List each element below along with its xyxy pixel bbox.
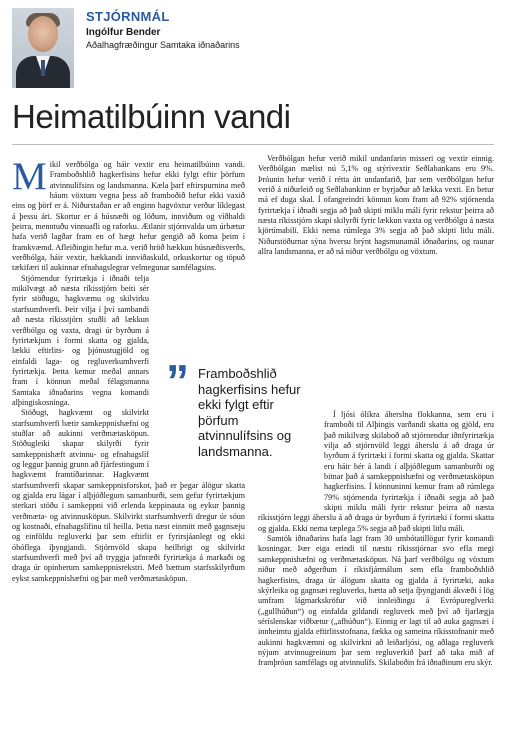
paragraph: Stjórnendur fyrirtækja í iðnaði telja mikilvægt að næsta ríkisstjórn beiti sér fyrir stöðugu, hagkvæmu og skilvirku starfsumhverfi. Þeir vilja í því sambandi að næsta ríkisstjórn stuðli að lækkun verðbólgu og vaxta, dragi úr byrðum á fyrirtækjum í formi skatta og gjalda, lækki eftirlits- og þjónustugjöld og einfaldi laga- og regluverkumhverfi fyrirtækja. Þetta kemur meðal annars fram í könnun meðal félagsmanna Samtaka iðnaðarins vegna komandi alþingiskosninga. bbox=[12, 273, 149, 407]
pull-quote bbox=[166, 355, 316, 466]
dropcap: M bbox=[12, 155, 47, 198]
section-kicker: STJÓRNMÁL bbox=[86, 9, 170, 24]
article-title: Heimatilbúinn vandi bbox=[12, 98, 291, 135]
paragraph: Stöðugt, hagkvæmt og skilvirkt starfsumhverfi bætir samkeppnishæfni og stuðlar að aukinni verðmætasköpun. Stöðugleiki skapar skilyrði fyrir samkeppnishæft atvinnu- og efnahagslíf og leggur þannig grunn að fjárfestingum í hagkvæmt framtíðarinnar. Hagkvæmt starfsumhverfi skapar samkeppnisforskot, það er þegar álögur skatta og gjalda eru lágar í alþjóðlegum samanburði, sem gefur fyrirtækjum sterkari stöðu í samkeppni við erlenda keppinauta og eykur þannig verðmæta- og atvinnusköpun. Skilvirkt starfsumhverfi dregur úr sóun og kostnaði, efnahagslífinu til heilla. Þetta næst einmitt með gagnsæju og einföldu regluverki þar sem eftirlit er fyrirsjáanlegt og ekki óhóflega íþyngjandi. Stjórnvöld skapa heilbrigt og skilvirkt starfsumhverfi með því að tryggja jafnræði fyrirtækja á markaði og draga úr opinberum samkeppnisrekstri. Með bættum starfsskilyrðum eykst samkeppnishæfni og þar með verðmætasköpun. bbox=[12, 408, 245, 583]
article-column-2 bbox=[258, 154, 494, 382]
author-photo bbox=[12, 8, 74, 88]
author-role: Aðalhagfræðingur Samtaka iðnaðarins bbox=[86, 40, 240, 50]
paragraph: Mikil verðbólga og háir vextir eru heimatilbúinn vandi. Framboðshlið hagkerfisins hefur ekki fylgt eftir þörfum atvinnulífsins og landsmanna. Kæla þarf eftirspurnina með háum vöxtum vegna þess að framboðið hefur ekki vaxið eins og þörf er á. Niðurstaðan er að enginn hagvöxtur verður líklegast á þessu ári. Skortur er á húsnæði og lóðum, innviðum og víðhaldi þeirra, menntuðu vinnuafli og raforku. Ætlanir stjórnvalda um úrbætur hafa verið lagðar fram en of hægt hefur gengið að koma þeim í framkvæmd. Afleiðingin hefur m.a. verið hröð hækkun húsnæðisverðs, verðbólga, háir vextir, hækkandi innviðaskuld, orkuskortur og töpuð tækifæri til aukinnar efnahagslegrar velmegunar samfélagsins. bbox=[12, 155, 245, 273]
paragraph: Í ljósi ólíkra áherslna flokkanna, sem eru í framboði til Alþingis varðandi skatta og gjöld, eru það mikilvæg skilaboð að stjórnendur iðnfyrirtækja vilja að stjórnvöld leggi áherslu á að draga úr byrðum á fyrirtæki í formi skatta og gjalda. Skattar eru háir hér á landi í alþjóðlegum samanburði og bitnar það á samkeppnishæfni og verðmætasköpun hagkerfisins. Í könnuninni kemur fram að rúmlega 79% stjórnenda fyrirtækja í iðnaði segja að það skipti miklu máli fyrir rekstur þeirra að næsta ríkisstjórn leggi áherslu á að draga úr byrðum á fyrirtæki í formi skatta og gjalda. Ekki nema tæplega 5% segja að það skipti litlu máli. bbox=[258, 410, 494, 533]
paragraph: Verðbólgan hefur verið mikil undanfarin misseri og vextir einnig. Verðbólgan mælist nú 5,1% og stýrivextir Seðlabankans eru 9%. Þróunin hefur verið í rétta átt undanfarið, þar sem verðbólgan hefur verið á niðurleið og Seðlabankinn er byrjaður að lækka vexti. En betur má ef duga skal. Í ofangreindri könnun kom fram að 92% stjórnenda fyrirtækja í iðnaði segja að það skipti miklu máli fyrir rekstur þeirra að næsta ríkisstjórn skapi skilyrði fyrir lækkun vaxta og verðbólgu á næsta kjörtímabili. Ekki nema rúmlega 3% segja að það skipti litlu máli. Niðurstöðurnar sýna hversu brýnt hagsmunamál iðnaðarins, og raunar allra landsmanna, er að ná niður verðbólgu og vöxtum. bbox=[258, 154, 494, 257]
pull-quote-text: Framboðshlið hagkerfisins hefur ekki fylgt eftir þörfum atvinnulífsins og landsmanna. bbox=[198, 366, 301, 459]
quote-mark-icon: ” bbox=[166, 355, 189, 407]
author-name: Ingólfur Bender bbox=[86, 27, 161, 38]
article-header bbox=[12, 8, 494, 90]
paragraph: Samtök iðnaðarins hafa lagt fram 30 umbótatillögur fyrir komandi kosningar. Þær eiga erindi til næstu ríkisstjórnar svo efla megi samkeppnishæfni og verðmætasköpun. Ná þarf verðbólgu og vöxtum niður með aðgerðum í ríkisfjármálum sem efla framboðshlið hagkerfisins, draga úr álögum skatta og gjalda á fyrirtæki, auka skýrleika og gagnsæi regluverks, hætta að setja íþyngjandi ákvæði í lög umfram lágmarkskröfur við innleiðingu á Evrópureglverki („gullhúðun“) og einfalda gildandi regluverk með því að fjarlægja séríslenskar viðbætur („afhúðun“). Einnig er lagt til að auka gagnsæi í innheimtu gjalda eftirlitsstofnana, fækka og sameina ríkisstofnanir með aukinni hagkvæmni og skilvirkni að leiðarljósi, og aðlaga regluverk nýjum atvinnugreinum þar sem regluverkið þarf að taka mið af framþróun samfélags og atvinnulífs. Skilaboðin frá iðnaðinum eru skýr. bbox=[258, 534, 494, 668]
title-divider bbox=[12, 144, 494, 145]
